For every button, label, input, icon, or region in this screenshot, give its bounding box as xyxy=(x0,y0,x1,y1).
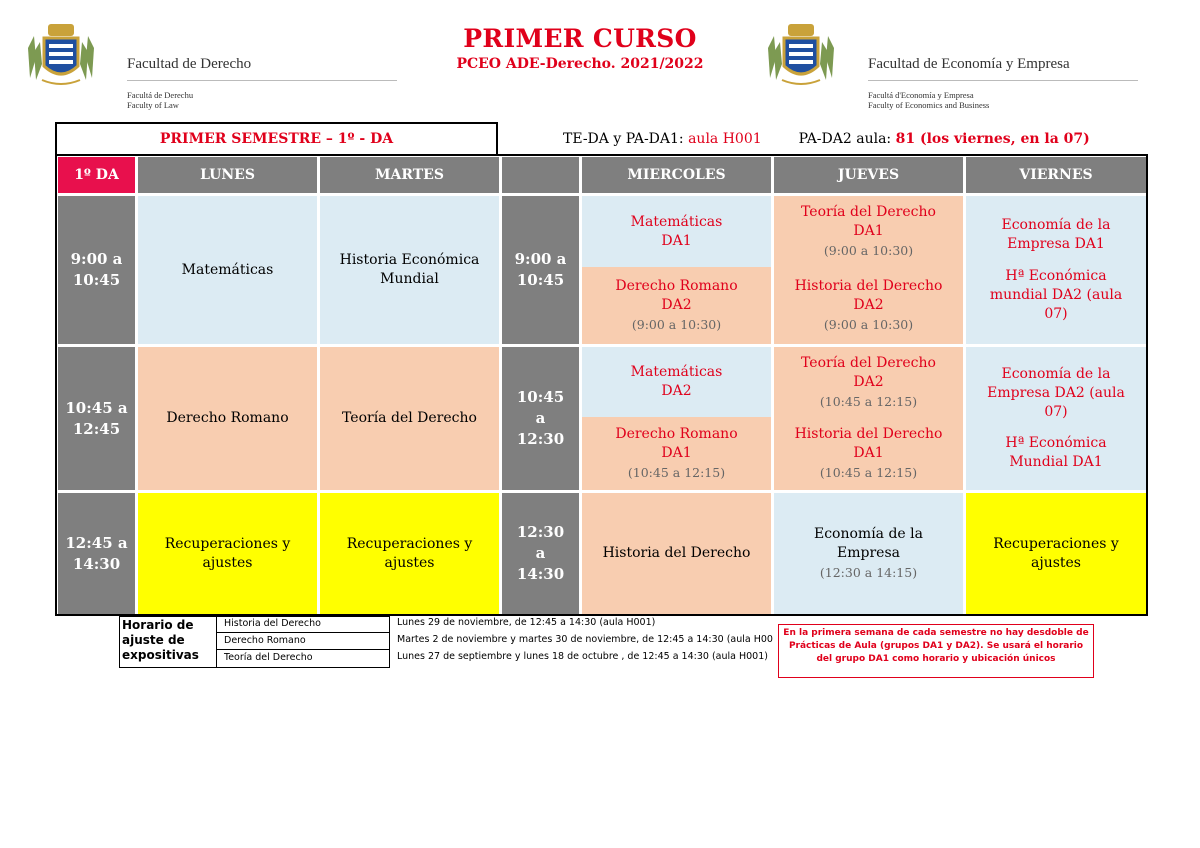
adjustment-when-1: Lunes 29 de noviembre, de 12:45 a 14:30 (aula H001) xyxy=(397,617,656,628)
day-header-tuesday: MARTES xyxy=(320,157,499,193)
time-slot-1: 9:00 a 10:45 xyxy=(58,196,135,344)
semester-label: PRIMER SEMESTRE – 1º - DA xyxy=(159,131,394,147)
wednesday-slot-2b-group: DA1 xyxy=(661,445,692,461)
time-slot-2: 10:45 a 12:45 xyxy=(58,347,135,490)
rooms-a-prefix: TE-DA y PA-DA1: xyxy=(563,131,689,147)
thursday-slot-3-subject: Economía de la Empresa xyxy=(813,526,923,561)
rooms-a-value: aula H001 xyxy=(688,131,762,147)
time-header-blank xyxy=(502,157,579,193)
monday-slot-3: Recuperaciones y ajustes xyxy=(138,493,317,614)
thursday-slot-2b xyxy=(774,417,963,490)
right-org-sub2: Faculty of Economics and Business xyxy=(868,100,990,110)
university-crest-icon xyxy=(762,18,840,88)
mid-time-slot-1: 9:00 a 10:45 xyxy=(502,196,579,344)
wednesday-slot-1b-subject: Derecho Romano xyxy=(615,278,738,294)
left-org-name: Facultad de Derecho xyxy=(127,56,252,72)
friday-slot-2a: Economía de la Empresa DA2 (aula 07) xyxy=(987,366,1125,420)
friday-slot-1a: Economía de la Empresa DA1 xyxy=(1001,216,1111,252)
right-org-sub1: Facultá d'Economía y Empresa xyxy=(868,90,974,100)
thursday-slot-1a xyxy=(774,196,963,267)
thursday-slot-2b-subject: Historia del Derecho xyxy=(794,426,943,442)
wednesday-slot-2b-time: (10:45 a 12:15) xyxy=(627,465,726,480)
group-header: 1º DA xyxy=(58,157,135,193)
thursday-slot-1b-group: DA2 xyxy=(853,297,884,313)
wednesday-slot-1a-subject: Matemáticas xyxy=(630,213,723,230)
thursday-slot-2b-time: (10:45 a 12:15) xyxy=(819,465,918,480)
thursday-slot-1a-group: DA1 xyxy=(853,223,884,239)
time-slot-3: 12:45 a 14:30 xyxy=(58,493,135,614)
wednesday-slot-1b-group: DA2 xyxy=(661,297,692,313)
left-org-divider xyxy=(127,80,397,81)
wednesday-slot-1a xyxy=(582,196,771,267)
friday-slot-2 xyxy=(966,347,1146,490)
wednesday-slot-2a-subject: Matemáticas xyxy=(630,364,723,380)
first-week-note: En la primera semana de cada semestre no hay desdoble de Prácticas de Aula (grupos DA1 y DA2). Se usará el horario del grupo DA1 como horario y ubicación únicos xyxy=(778,624,1094,678)
right-org-name: Facultad de Economía y Empresa xyxy=(868,56,1070,72)
wednesday-slot-1a-group: DA1 xyxy=(661,232,692,249)
friday-slot-3: Recuperaciones y ajustes xyxy=(966,493,1146,614)
adjustment-when-3: Lunes 27 de septiembre y lunes 18 de octubre , de 12:45 a 14:30 (aula H001) xyxy=(397,651,768,662)
adjustment-subject-1: Historia del Derecho xyxy=(224,618,321,629)
left-org-sub1: Facultá de Derechu xyxy=(127,90,194,100)
row-divider xyxy=(217,632,389,633)
friday-slot-1 xyxy=(966,196,1146,344)
day-header-wednesday: MIERCOLES xyxy=(582,157,771,193)
adjustment-subject-3: Teoría del Derecho xyxy=(224,652,313,663)
left-org-sub2: Faculty of Law xyxy=(127,100,179,110)
thursday-slot-2a-time: (10:45 a 12:15) xyxy=(819,393,918,409)
wednesday-slot-2a xyxy=(582,347,771,417)
rooms-b-prefix: PA-DA2 aula: xyxy=(798,131,896,147)
thursday-slot-3 xyxy=(774,493,963,614)
thursday-slot-2b-group: DA1 xyxy=(853,445,884,461)
adjustment-divider xyxy=(216,617,217,667)
university-crest-icon xyxy=(22,18,100,88)
wednesday-slot-1b xyxy=(582,267,771,344)
wednesday-slot-1b-time: (9:00 a 10:30) xyxy=(631,317,722,332)
wednesday-slot-3: Historia del Derecho xyxy=(582,493,771,614)
monday-slot-2: Derecho Romano xyxy=(138,347,317,490)
day-header-thursday: JUEVES xyxy=(774,157,963,193)
page-subtitle: PCEO ADE-Derecho. 2021/2022 xyxy=(456,56,704,72)
tuesday-slot-2: Teoría del Derecho xyxy=(320,347,499,490)
page-title: PRIMER CURSO xyxy=(463,24,697,53)
thursday-slot-3-time: (12:30 a 14:15) xyxy=(819,565,918,580)
day-header-monday: LUNES xyxy=(138,157,317,193)
thursday-slot-1a-subject: Teoría del Derecho xyxy=(801,204,936,220)
row-divider xyxy=(217,649,389,650)
schedule-grid xyxy=(55,154,1148,616)
adjustment-when-2: Martes 2 de noviembre y martes 30 de noviembre, de 12:45 a 14:30 (aula H00 xyxy=(397,634,773,645)
thursday-slot-1b-subject: Historia del Derecho xyxy=(794,278,943,294)
semester-box xyxy=(55,122,498,154)
adjustment-table xyxy=(119,616,390,668)
friday-slot-2b: Hª Económica Mundial DA1 xyxy=(1005,435,1107,470)
rooms-info xyxy=(563,131,1090,147)
rooms-b-value: 81 (los viernes, en la 07) xyxy=(895,131,1090,147)
mid-time-slot-2: 10:45 a 12:30 xyxy=(502,347,579,490)
mid-time-slot-3: 12:30 a 14:30 xyxy=(502,493,579,614)
friday-slot-1b: Hª Económica mundial DA2 (aula 07) xyxy=(989,268,1123,323)
thursday-slot-2a xyxy=(774,347,963,417)
wednesday-slot-2b xyxy=(582,417,771,490)
thursday-slot-2a-subject: Teoría del Derecho xyxy=(801,354,936,371)
wednesday-slot-2b-subject: Derecho Romano xyxy=(615,426,738,442)
wednesday-slot-2a-group: DA2 xyxy=(661,383,692,399)
adjustment-label: Horario de ajuste de expositivas xyxy=(122,618,199,662)
tuesday-slot-3: Recuperaciones y ajustes xyxy=(320,493,499,614)
monday-slot-1: Matemáticas xyxy=(138,196,317,344)
thursday-slot-1b-time: (9:00 a 10:30) xyxy=(823,317,914,332)
right-org-divider xyxy=(868,80,1138,81)
tuesday-slot-1: Historia Económica Mundial xyxy=(320,196,499,344)
day-header-friday: VIERNES xyxy=(966,157,1146,193)
thursday-slot-2a-group: DA2 xyxy=(853,373,884,390)
thursday-slot-1a-time: (9:00 a 10:30) xyxy=(823,243,914,258)
thursday-slot-1b xyxy=(774,267,963,344)
adjustment-subject-2: Derecho Romano xyxy=(224,635,306,646)
